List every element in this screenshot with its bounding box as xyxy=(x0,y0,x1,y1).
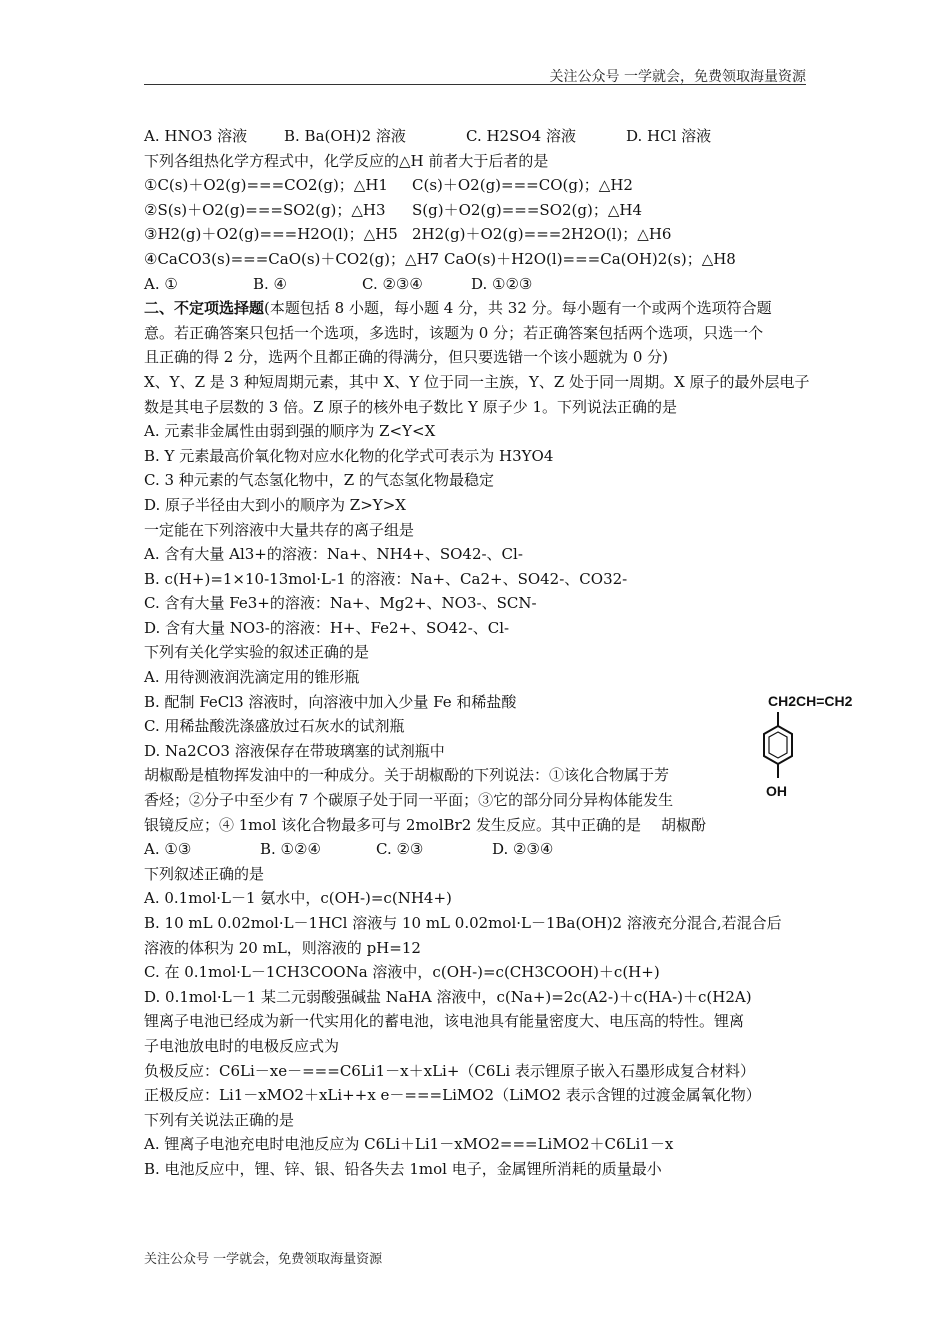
heat-equation-pair xyxy=(144,247,812,272)
option-d: D. ②③④ xyxy=(492,840,554,859)
ions-option-c: C. 含有大量 Fe3+的溶液：Na+、Mg2+、NO3-、SCN- xyxy=(144,594,537,613)
equation-left: ①C(s)＋O2(g)===CO2(g)；△H1 xyxy=(144,176,388,195)
heat-question-options xyxy=(144,272,812,297)
eugenol-question-stem-last xyxy=(144,813,812,838)
page-footer: 关注公众号 一学就会，免费领取海量资源 xyxy=(144,1252,383,1267)
xyz-option-d: D. 原子半径由大到小的顺序为 Z>Y>X xyxy=(144,495,406,514)
option-c: C. ②③④ xyxy=(362,274,423,293)
document-body xyxy=(144,124,812,1182)
section-2-title: 二、不定项选择题 xyxy=(144,299,265,318)
lab-question-stem: 下列有关化学实验的叙述正确的是 xyxy=(144,643,370,662)
battery-line: B. 电池反应中，锂、锌、银、铅各失去 1mol 电子，金属锂所消耗的质量最小 xyxy=(144,1159,662,1178)
eugenol-question-options xyxy=(144,837,812,862)
ions-option-b: B. c(H+)=1×10-13mol·L-1 的溶液：Na+、Ca2+、SO42-、CO32- xyxy=(144,569,628,588)
lab-option-b: B. 配制 FeCl3 溶液时，向溶液中加入少量 Fe 和稀盐酸 xyxy=(144,692,517,711)
page-header: 关注公众号 一学就会，免费领取海量资源 xyxy=(549,69,806,85)
solution-question-stem: 下列叙述正确的是 xyxy=(144,864,265,883)
battery-line: 正极反应：Li1－xMO2＋xLi++x e－===LiMO2（LiMO2 表示含锂的过渡金属氧化物） xyxy=(144,1086,761,1105)
solution-line: A. 0.1mol·L－1 氨水中，c(OH-)=c(NH4+) xyxy=(144,889,452,908)
equation-right: C(s)＋O2(g)===CO(g)；△H2 xyxy=(412,176,633,195)
xyz-question-stem: 数是其电子层数的 3 倍。Z 原子的核外电子数比 Y 原子少 1。下列说法正确的是 xyxy=(144,397,678,416)
battery-line: A. 锂离子电池充电时电池反应为 C6Li＋Li1－xMO2===LiMO2＋C6Li1－x xyxy=(144,1135,674,1154)
option-a: A. HNO3 溶液 xyxy=(144,127,248,145)
battery-line: 子电池放电时的电极反应式为 xyxy=(144,1036,340,1055)
ions-option-d: D. 含有大量 NO3-的溶液：H+、Fe2+、SO42-、Cl- xyxy=(144,618,510,637)
section-2-desc-line: 且正确的得 2 分，选两个且都正确的得满分，但只要选错一个该小题就为 0 分) xyxy=(144,348,669,367)
option-a: A. ①③ xyxy=(144,840,192,859)
option-a: A. ① xyxy=(144,274,178,293)
option-b: B. Ba(OH)2 溶液 xyxy=(284,127,406,145)
option-b: B. ④ xyxy=(253,274,288,293)
solution-line: D. 0.1mol·L－1 某二元弱酸强碱盐 NaHA 溶液中，c(Na+)=2c(A2-)＋c(HA-)＋c(H2A) xyxy=(144,987,752,1006)
structure-top-label: CH2CH=CH2 xyxy=(768,693,853,709)
solution-line: C. 在 0.1mol·L－1CH3COONa 溶液中，c(OH-)=c(CH3COOH)＋c(H+) xyxy=(144,963,660,982)
stem-text: 银镜反应；④ 1mol 该化合物最多可与 2molBr2 发生反应。其中正确的是 xyxy=(144,815,642,834)
option-d: D. ①②③ xyxy=(471,274,533,293)
chavicol-structure xyxy=(760,690,900,810)
prev-question-options xyxy=(144,124,812,149)
option-b: B. ①②④ xyxy=(260,840,321,859)
lab-option-a: A. 用待测液润洗滴定用的锥形瓶 xyxy=(144,668,360,687)
lab-option-d: D. Na2CO3 溶液保存在带玻璃塞的试剂瓶中 xyxy=(144,741,445,760)
equation-left: ②S(s)＋O2(g)===SO2(g)；△H3 xyxy=(144,200,386,219)
structure-caption: 胡椒酚 xyxy=(661,815,707,834)
xyz-question-stem: X、Y、Z 是 3 种短周期元素，其中 X、Y 位于同一主族，Y、Z 处于同一周期。X 原子的最外层电子 xyxy=(144,372,810,391)
header-rule xyxy=(144,84,806,85)
heat-equation-pair xyxy=(144,173,812,198)
structure-bottom-label: OH xyxy=(766,783,787,799)
ions-question-stem: 一定能在下列溶液中大量共存的离子组是 xyxy=(144,520,415,539)
eugenol-question-stem: 香烃；②分子中至少有 7 个碳原子处于同一平面；③它的部分同分异构体能发生 xyxy=(144,791,674,810)
section-2-desc-line: 意。若正确答案只包括一个选项，多选时，该题为 0 分；若正确答案包括两个选项，只选一个 xyxy=(144,323,764,342)
equation-left: ④CaCO3(s)===CaO(s)＋CO2(g)；△H7 xyxy=(144,249,440,268)
solution-line: B. 10 mL 0.02mol·L－1HCl 溶液与 10 mL 0.02mol·L－1Ba(OH)2 溶液充分混合,若混合后 xyxy=(144,914,782,932)
option-c: C. ②③ xyxy=(376,840,424,859)
section-2-header xyxy=(144,296,812,321)
section-2-desc: (本题包括 8 小题，每小题 4 分，共 32 分。每小题有一个或两个选项符合题 xyxy=(264,299,772,318)
battery-line: 锂离子电池已经成为新一代实用化的蓄电池，该电池具有能量密度大、电压高的特性。锂离 xyxy=(144,1012,745,1031)
xyz-option-c: C. 3 种元素的气态氢化物中，Z 的气态氢化物最稳定 xyxy=(144,471,494,490)
equation-right: S(g)＋O2(g)===SO2(g)；△H4 xyxy=(412,200,643,219)
heat-equation-pair xyxy=(144,222,812,247)
eugenol-question-stem: 胡椒酚是植物挥发油中的一种成分。关于胡椒酚的下列说法：①该化合物属于芳 xyxy=(144,766,670,785)
equation-right: 2H2(g)＋O2(g)===2H2O(l)；△H6 xyxy=(412,225,672,244)
solution-line: 溶液的体积为 20 mL，则溶液的 pH=12 xyxy=(144,938,421,957)
option-c: C. H2SO4 溶液 xyxy=(466,127,576,145)
heat-question-stem: 下列各组热化学方程式中，化学反应的△H 前者大于后者的是 xyxy=(144,151,549,170)
option-d: D. HCl 溶液 xyxy=(626,127,712,145)
lab-option-c: C. 用稀盐酸洗涤盛放过石灰水的试剂瓶 xyxy=(144,717,405,736)
benzene-inner-ring xyxy=(769,732,787,758)
battery-line: 下列有关说法正确的是 xyxy=(144,1110,295,1129)
xyz-option-b: B. Y 元素最高价氧化物对应水化物的化学式可表示为 H3YO4 xyxy=(144,446,554,465)
ions-option-a: A. 含有大量 Al3+的溶液：Na+、NH4+、SO42-、Cl- xyxy=(144,545,523,564)
equation-right: CaO(s)＋H2O(l)===Ca(OH)2(s)；△H8 xyxy=(444,249,736,268)
battery-line: 负极反应：C6Li－xe－===C6Li1－x＋xLi+（C6Li 表示锂原子嵌入石墨形成复合材料） xyxy=(144,1061,755,1080)
xyz-option-a: A. 元素非金属性由弱到强的顺序为 Z<Y<X xyxy=(144,422,436,441)
heat-equation-pair xyxy=(144,198,812,223)
equation-left: ③H2(g)＋O2(g)===H2O(l)；△H5 xyxy=(144,225,398,244)
